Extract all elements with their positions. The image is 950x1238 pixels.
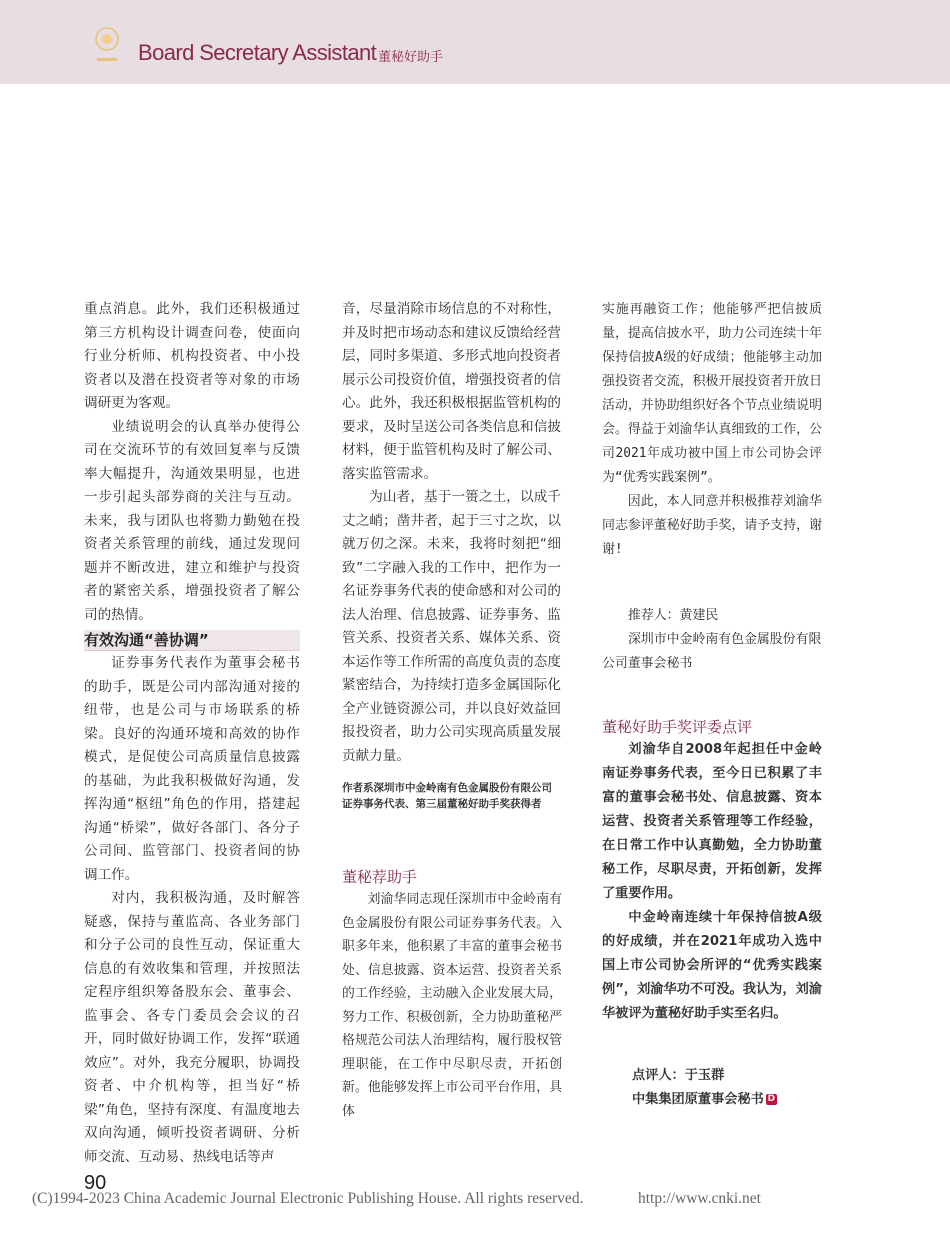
section-heading: 有效沟通“善协调” [84,630,300,651]
reviewer-name: 点评人：于玉群 [632,1068,725,1083]
paragraph: 刘渝华自2008年起担任中金岭南证券事务代表，至今日已积累了丰富的董事会秘书处、信息披露、资本运营、投资者关系管理等工作经验，在日常工作中认真勤勉，全力协助董秘工作，尽职尽责，开拓创新，发挥了重要作用。 [602,742,822,901]
review-heading: 董秘好助手奖评委点评 [602,718,753,736]
paragraph: 重点消息。此外，我们还积极通过第三方机构设计调查问卷，使面向行业分析师、机构投资者、中小投资者以及潜在投资者等对象的市场调研更为客观。 [84,301,300,411]
recommend-body [342,888,562,1123]
magazine-logo-icon [92,22,122,66]
column-1-section [84,652,300,1169]
page-number: 90 [84,1172,107,1194]
copyright-notice: (C)1994-2023 China Academic Journal Electronic Publishing House. All rights reserved. [32,1190,584,1207]
paragraph: 对内，我积极沟通，及时解答疑惑，保持与董监高、各业务部门和分子公司的良性互动，保证重大信息的有效收集和管理，并按照法定程序组织筹备股东会、董事会、监事会、各专门委员会会议的召开，同时做好协调工作，发挥“联通效应”。对外，我充分履职，协调投资者、中介机构等，担当好“桥梁”角色，坚持有深度、有温度地去双向沟通，倾听投资者调研、分析师交流、互动易、热线电话等声 [84,890,300,1165]
paragraph: 实施再融资工作；他能够严把信披质量，提高信披水平，助力公司连续十年保持信披A级的好成绩；他能够主动加强投资者交流，积极开展投资者开放日活动，并协助组织好各个节点业绩说明会。得益于刘渝华认真细致的工作，公司2021年成功被中国上市公司协会评为“优秀实践案例”。 [602,302,822,485]
paragraph: 证券事务代表作为董事会秘书的助手，既是公司内部沟通对接的纽带，也是公司与市场联系的桥梁。良好的沟通环境和高效的协作模式，是促使公司高质量信息披露的基础，为此我积极做好沟通，发挥沟通“枢纽”角色的作用，搭建起沟通“桥梁”，做好各部门、各分子公司间、监管部门、投资者间的协调工作。 [84,655,300,883]
end-mark-icon: D [767,1093,776,1104]
recommender-org: 深圳市中金岭南有色金属股份有限公司董事会秘书 [602,632,822,671]
column-2 [342,298,561,768]
reviewer-org-text: 中集集团原董事会秘书 [632,1092,764,1107]
brand-title: Board Secretary Assistant [138,40,377,65]
recommender-name: 推荐人：黄建民 [628,608,719,623]
paragraph: 中金岭南连续十年保持信披A级的好成绩，并在2021年成功入选中国上市公司协会所评的“优秀实践案例”，刘渝华功不可没。我认为，刘渝华被评为董秘好助手实至名归。 [602,910,822,1021]
paragraph: 刘渝华同志现任深圳市中金岭南有色金属股份有限公司证券事务代表。入职多年来，他积累了丰富的董事会秘书处、信息披露、资本运营、投资者关系的工作经验，主动融入企业发展大局，努力工作、积极创新，全力协助董秘严格规范公司法人治理结构，履行股权管理职能，在工作中尽职尽责，开拓创新。他能够发挥上市公司平台作用，具体 [342,892,562,1119]
paragraph: 业绩说明会的认真举办使得公司在交流环节的有效回复率与反馈率大幅提升，沟通效果明显，也进一步引起头部券商的关注与互动。未来，我与团队也将勠力勤勉在投资者关系管理的前线，通过发现问题并不断改进，建立和维护与投资者的紧密关系，增强投资者了解公司的热情。 [84,418,300,623]
cnki-link[interactable]: http://www.cnki.net [638,1190,761,1207]
recommend-heading: 董秘荐助手 [342,868,418,886]
reviewer-org [632,1088,777,1112]
recommender-signature [602,604,822,676]
author-note: 作者系深圳市中金岭南有色金属股份有限公司证券事务代表、第三届董秘好助手奖获得者 [342,782,552,810]
reviewer-signature [632,1064,777,1112]
paragraph: 音，尽量消除市场信息的不对称性，并及时把市场动态和建议反馈给经营层，同时多渠道、多形式地向投资者展示公司投资价值，增强投资者的信心。此外，我还积极根据监管机构的要求，及时呈送公司各类信息和信披材料，便于监管机构及时了解公司、落实监管需求。 [342,301,561,482]
page-header [0,0,950,84]
review-body [602,738,822,1026]
column-3 [602,298,822,562]
paragraph: 因此，本人同意并积极推荐刘渝华同志参评董秘好助手奖，请予支持，谢谢! [602,494,822,557]
paragraph: 为山者，基于一篑之土，以成千丈之峭；凿井者，起于三寸之坎，以就万仞之深。未来，我将时刻把“细致”二字融入我的工作中，把作为一名证券事务代表的使命感和对公司的法人治理、信息披露、证券事务、监管关系、投资者关系、媒体关系、资本运作等工作所需的高度负责的态度紧密结合，为持续打造多金属国际化全产业链资源公司，并以良好效益回报投资者，助力公司实现高质量发展贡献力量。 [342,489,561,764]
column-1 [84,298,300,627]
brand-title-cn: 董秘好助手 [378,50,444,65]
